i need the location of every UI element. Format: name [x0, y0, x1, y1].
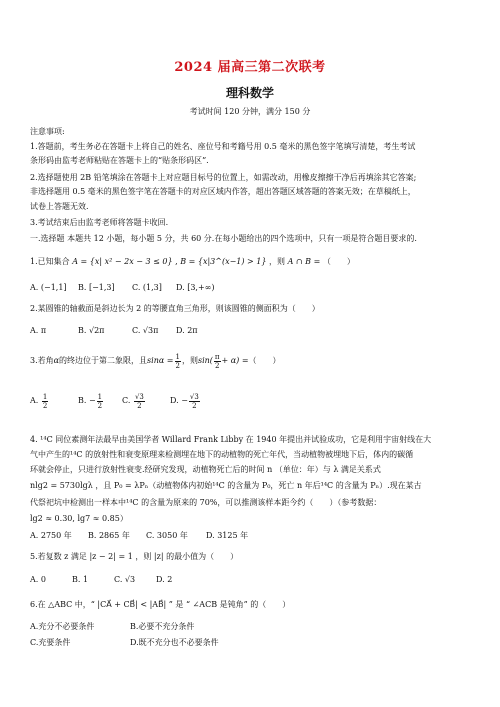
q1-set-a: A = {x| x² − 2x − 3 ≤ 0}: [72, 257, 173, 266]
q6-option-c: C.充要条件: [30, 638, 71, 647]
q3-option-c-den: 2: [137, 401, 142, 410]
q3-option-c-fraction: [134, 393, 145, 410]
q3-pi-num: π: [214, 352, 220, 361]
notes-heading: 注意事项:: [30, 127, 65, 136]
q3-option-c: [122, 392, 146, 410]
q2-option-d: D. 2π: [176, 326, 198, 335]
q2-option-c: C. √3π: [132, 326, 159, 335]
q5-option-d: D. 2: [156, 575, 173, 584]
q1-stem-c: = （ ）: [311, 257, 355, 266]
question-4-line-6: lg2 ≈ 0.30, lg7 ≈ 0.85）: [30, 514, 128, 523]
q3-option-d-sign: −: [181, 396, 188, 405]
q1-stem-b: ，则: [266, 257, 288, 266]
q1-sep: ,: [172, 257, 181, 266]
q3-option-d: [170, 392, 201, 410]
q3-alpha: α: [53, 356, 60, 365]
q3-option-c-num: √3: [134, 392, 144, 401]
q1-option-c: C. (1,3]: [132, 283, 162, 292]
q4-option-a: A. 2750 年: [30, 531, 72, 540]
question-4-line-1: 4. ¹⁴C 同位素测年法最早由美国学者 Willard Frank Libby 在 1940 年提出并试验成功，它是利用宇宙射线在大: [30, 435, 432, 444]
q4-option-d: D. 3125 年: [206, 531, 249, 540]
q1-set-b: B = {x|3^(x−1) > 1}: [180, 257, 267, 266]
question-2-stem: 2.某圆锥的轴截面是斜边长为 2 的等腰直角三角形，则该圆锥的侧面积为（ ）: [30, 304, 320, 313]
question-4-line-4: nlg2 = 5730lgλ ，且 P₀ = λPₙ（动植物体内初始¹⁴C 的含量为 P₀，死亡 n 年后¹⁴C 的含量为 Pₙ）.现在某古: [30, 481, 422, 490]
q3-option-b-sign: −: [88, 396, 96, 405]
question-4-line-3: 环就会停止，只进行放射性衰变.经研究发现，动植物死亡后的时间 n （单位：年）与 λ 满足关系式: [30, 465, 381, 474]
q3-half-num: 1: [175, 352, 180, 361]
section-1-heading: 一.选择题 本题共 12 小题，每小题 5 分，共 60 分.在每小题给出的四个选项中，只有一项是符合题目要求的.: [30, 234, 417, 243]
note-2b: 非选择题用 0.5 毫米的黑色签字笔在答题卡的对应区域内作答，超出答题区域答题的答案无效；在草稿纸上，: [30, 187, 416, 196]
question-4-line-5: 代祭祀坑中检测出一样本中¹⁴C 的含量为原来的 70%，可以推测该样本距今约（ ）（参考数据：: [30, 498, 382, 507]
exam-subject: 理科数学: [225, 86, 274, 100]
q1-stem-a: 1.已知集合: [30, 257, 73, 266]
note-3: 3.考试结束后由监考老师将答题卡收回.: [30, 218, 169, 227]
question-5-stem: 5.若复数 z 满足 |z − 2| = 1 ，则 |z| 的最小值为（ ）: [30, 552, 239, 561]
q1-ask: A ∩ B: [287, 257, 312, 266]
q3-option-b-fraction: [97, 393, 103, 410]
q6-option-d: D.既不充分也不必要条件: [130, 638, 219, 647]
q3-option-b: [78, 392, 104, 410]
q3-option-b-num: 1: [97, 392, 103, 401]
q3-plus-alpha: + α) =: [221, 356, 249, 365]
q2-option-b: B. √2π: [78, 326, 105, 335]
note-2c: 试卷上答题无效.: [30, 202, 89, 211]
q3-pi-den: 2: [214, 361, 220, 370]
question-3-stem: [30, 352, 478, 370]
q3-option-d-num: √3: [189, 392, 199, 401]
q4-option-c: C. 3050 年: [146, 531, 188, 540]
q6-option-a: A.充分不必要条件: [30, 622, 95, 631]
q6-option-b: B.必要不充分条件: [130, 622, 195, 631]
note-2a: 2.选择题使用 2B 铅笔填涂在答题卡上对应题目标号的位置上，如需改动，用橡皮擦擦干净后再填涂其它答案;: [30, 173, 417, 182]
q1-option-b: B. [−1,3]: [78, 283, 115, 292]
q3-half-den: 2: [175, 361, 180, 370]
q3-stem-a: 3.若角: [30, 356, 54, 365]
exam-title: 2024 届高三第二次联考: [174, 60, 326, 75]
q3-option-d-den: 2: [192, 401, 197, 410]
q3-pi-fraction: [214, 353, 221, 370]
q3-option-a-label: A.: [30, 396, 39, 405]
q3-stem-d: （ ）: [248, 356, 281, 365]
q5-option-b: B. 1: [72, 575, 89, 584]
q3-half-fraction: [175, 353, 181, 370]
q3-option-a: [30, 392, 49, 410]
question-1-stem: [30, 256, 478, 267]
q3-option-c-label: C.: [122, 396, 131, 405]
q3-option-b-den: 2: [97, 401, 103, 410]
q5-option-a: A. 0: [30, 575, 46, 584]
q5-option-c: C. √3: [114, 575, 136, 584]
q1-option-a: A. (−1,1]: [30, 283, 67, 292]
q3-sin-expr: sinα =: [147, 356, 174, 365]
note-1b: 条形码由监考老师粘贴在答题卡上的“贴条形码区”.: [30, 156, 209, 165]
q3-option-b-label: B.: [78, 396, 87, 405]
q1-option-d: D. [3,+∞): [176, 283, 215, 292]
q4-option-b: B. 2865 年: [88, 531, 130, 540]
q3-option-a-den: 2: [42, 401, 48, 410]
q3-option-d-label: D.: [170, 396, 179, 405]
q3-option-a-num: 1: [42, 392, 48, 401]
q3-option-d-fraction: [189, 393, 200, 410]
q3-stem-c: ，则: [181, 356, 198, 365]
question-4-line-2: 气中产生的¹⁴C 的放射性和衰变原理来检测埋在地下的动植物的死亡年代，当动植物被埋地下后，体内的碳循: [30, 450, 414, 459]
note-1a: 1.答题前，考生务必在答题卡上将自己的姓名、座位号和考籍号用 0.5 毫米的黑色签字笔填写清楚，考生考试: [30, 142, 416, 151]
q3-stem-b: 的终边位于第二象限，且: [59, 356, 148, 365]
q2-option-a: A. π: [30, 326, 47, 335]
question-6-stem: 6.在 △ABC 中，“ |CA⃗ + CB⃗| < |AB⃗| ” 是 “ ∠ACB 是钝角” 的（ ）: [30, 600, 291, 609]
q3-option-a-fraction: [42, 393, 48, 410]
exam-time-info: 考试时间 120 分钟，满分 150 分: [189, 107, 311, 116]
q3-sin2: sin(: [197, 356, 213, 365]
